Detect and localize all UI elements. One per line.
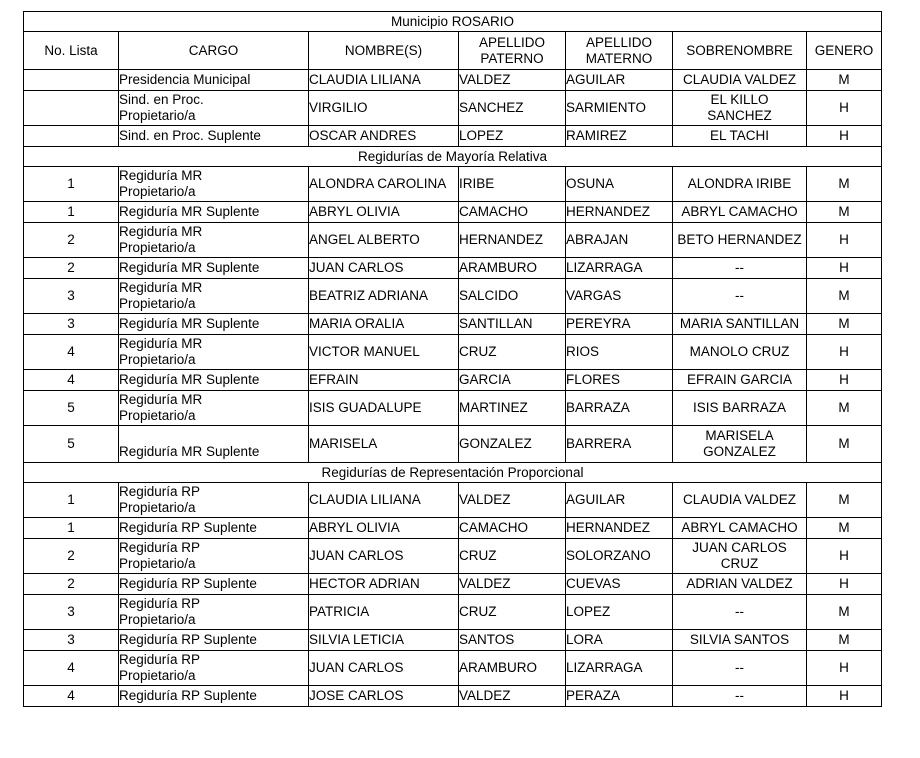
- cell-cargo: Regiduría MR Suplente: [119, 314, 309, 335]
- table-row: [24, 314, 882, 335]
- cell-sobrenombre: ISIS BARRAZA: [673, 391, 807, 426]
- column-header-sobrenombre: SOBRENOMBRE: [673, 32, 807, 70]
- cell-apellido-paterno: CAMACHO: [459, 202, 566, 223]
- cell-genero: H: [807, 258, 882, 279]
- table-row: [24, 258, 882, 279]
- cell-apellido-paterno: VALDEZ: [459, 483, 566, 518]
- cell-nombres: MARIA ORALIA: [309, 314, 459, 335]
- table-row: [24, 391, 882, 426]
- cell-genero: M: [807, 202, 882, 223]
- cell-apellido-materno: LOPEZ: [566, 595, 673, 630]
- cell-nombres: JUAN CARLOS: [309, 258, 459, 279]
- page-title: Municipio ROSARIO: [24, 12, 882, 32]
- cell-genero: M: [807, 391, 882, 426]
- cell-nombres: ABRYL OLIVIA: [309, 202, 459, 223]
- cell-genero: M: [807, 630, 882, 651]
- cell-cargo: Regiduría MR Propietario/a: [119, 391, 309, 426]
- cell-no-lista: [24, 126, 119, 147]
- cell-sobrenombre: BETO HERNANDEZ: [673, 223, 807, 258]
- cell-sobrenombre: EL KILLO SANCHEZ: [673, 91, 807, 126]
- section-heading-row: [24, 463, 882, 483]
- cell-apellido-paterno: VALDEZ: [459, 686, 566, 707]
- cell-cargo: Regiduría MR Suplente: [119, 426, 309, 463]
- cell-apellido-paterno: SANTILLAN: [459, 314, 566, 335]
- cell-apellido-paterno: SALCIDO: [459, 279, 566, 314]
- cell-apellido-materno: HERNANDEZ: [566, 518, 673, 539]
- section-heading-row: [24, 147, 882, 167]
- cell-sobrenombre: SILVIA SANTOS: [673, 630, 807, 651]
- cell-apellido-paterno: ARAMBURO: [459, 651, 566, 686]
- cell-cargo: Regiduría RP Suplente: [119, 686, 309, 707]
- cell-apellido-paterno: CAMACHO: [459, 518, 566, 539]
- cell-cargo: Regiduría MR Propietario/a: [119, 335, 309, 370]
- column-header-apellido-paterno: APELLIDO PATERNO: [459, 32, 566, 70]
- cell-no-lista: 1: [24, 202, 119, 223]
- cell-nombres: OSCAR ANDRES: [309, 126, 459, 147]
- cell-sobrenombre: ADRIAN VALDEZ: [673, 574, 807, 595]
- cell-sobrenombre: --: [673, 651, 807, 686]
- cell-nombres: EFRAIN: [309, 370, 459, 391]
- cell-sobrenombre: --: [673, 258, 807, 279]
- cell-sobrenombre: ALONDRA IRIBE: [673, 167, 807, 202]
- cell-sobrenombre: ABRYL CAMACHO: [673, 202, 807, 223]
- cell-nombres: ABRYL OLIVIA: [309, 518, 459, 539]
- cell-no-lista: 3: [24, 595, 119, 630]
- column-header-genero: GENERO: [807, 32, 882, 70]
- cell-apellido-materno: RAMIREZ: [566, 126, 673, 147]
- cell-no-lista: 5: [24, 391, 119, 426]
- cell-apellido-materno: RIOS: [566, 335, 673, 370]
- cell-nombres: JUAN CARLOS: [309, 539, 459, 574]
- cell-nombres: ISIS GUADALUPE: [309, 391, 459, 426]
- cell-sobrenombre: CLAUDIA VALDEZ: [673, 70, 807, 91]
- cell-no-lista: 2: [24, 539, 119, 574]
- cell-cargo: Sind. en Proc. Suplente: [119, 126, 309, 147]
- cell-cargo: Regiduría RP Propietario/a: [119, 539, 309, 574]
- table-row: [24, 574, 882, 595]
- candidates-table-container: [23, 11, 881, 707]
- table-row: [24, 595, 882, 630]
- cell-genero: H: [807, 574, 882, 595]
- cell-apellido-materno: OSUNA: [566, 167, 673, 202]
- cell-genero: M: [807, 595, 882, 630]
- cell-sobrenombre: CLAUDIA VALDEZ: [673, 483, 807, 518]
- cell-genero: H: [807, 91, 882, 126]
- cell-apellido-materno: PERAZA: [566, 686, 673, 707]
- cell-nombres: BEATRIZ ADRIANA: [309, 279, 459, 314]
- cell-sobrenombre: --: [673, 279, 807, 314]
- cell-genero: M: [807, 483, 882, 518]
- cell-genero: H: [807, 223, 882, 258]
- cell-apellido-materno: LIZARRAGA: [566, 651, 673, 686]
- candidates-table: [23, 11, 882, 707]
- cell-no-lista: 1: [24, 518, 119, 539]
- cell-apellido-materno: AGUILAR: [566, 483, 673, 518]
- cell-nombres: ANGEL ALBERTO: [309, 223, 459, 258]
- cell-apellido-paterno: GARCIA: [459, 370, 566, 391]
- cell-sobrenombre: EFRAIN GARCIA: [673, 370, 807, 391]
- cell-cargo: Regiduría RP Propietario/a: [119, 595, 309, 630]
- cell-sobrenombre: --: [673, 595, 807, 630]
- cell-nombres: SILVIA LETICIA: [309, 630, 459, 651]
- cell-no-lista: 2: [24, 223, 119, 258]
- section-heading: Regidurías de Mayoría Relativa: [24, 147, 882, 167]
- cell-genero: H: [807, 539, 882, 574]
- cell-sobrenombre: ABRYL CAMACHO: [673, 518, 807, 539]
- cell-no-lista: 1: [24, 167, 119, 202]
- cell-no-lista: 5: [24, 426, 119, 463]
- cell-no-lista: [24, 70, 119, 91]
- cell-apellido-paterno: CRUZ: [459, 539, 566, 574]
- cell-genero: H: [807, 335, 882, 370]
- table-row: [24, 426, 882, 463]
- table-row: [24, 335, 882, 370]
- cell-apellido-paterno: MARTINEZ: [459, 391, 566, 426]
- cell-cargo: Regiduría MR Suplente: [119, 258, 309, 279]
- cell-apellido-paterno: GONZALEZ: [459, 426, 566, 463]
- cell-apellido-materno: SARMIENTO: [566, 91, 673, 126]
- cell-apellido-materno: SOLORZANO: [566, 539, 673, 574]
- cell-nombres: HECTOR ADRIAN: [309, 574, 459, 595]
- cell-genero: H: [807, 686, 882, 707]
- cell-apellido-materno: HERNANDEZ: [566, 202, 673, 223]
- cell-cargo: Sind. en Proc. Propietario/a: [119, 91, 309, 126]
- cell-no-lista: 4: [24, 370, 119, 391]
- cell-genero: M: [807, 70, 882, 91]
- cell-genero: H: [807, 370, 882, 391]
- cell-nombres: CLAUDIA LILIANA: [309, 483, 459, 518]
- column-header-nombres: NOMBRE(S): [309, 32, 459, 70]
- cell-nombres: CLAUDIA LILIANA: [309, 70, 459, 91]
- cell-apellido-paterno: SANCHEZ: [459, 91, 566, 126]
- table-row: [24, 167, 882, 202]
- cell-nombres: ALONDRA CAROLINA: [309, 167, 459, 202]
- cell-nombres: PATRICIA: [309, 595, 459, 630]
- cell-no-lista: 3: [24, 314, 119, 335]
- cell-cargo: Regiduría MR Suplente: [119, 202, 309, 223]
- cell-cargo: Regiduría RP Suplente: [119, 518, 309, 539]
- cell-apellido-paterno: CRUZ: [459, 595, 566, 630]
- cell-genero: M: [807, 279, 882, 314]
- cell-cargo: Regiduría MR Propietario/a: [119, 167, 309, 202]
- cell-nombres: VICTOR MANUEL: [309, 335, 459, 370]
- cell-no-lista: 4: [24, 651, 119, 686]
- cell-nombres: MARISELA: [309, 426, 459, 463]
- cell-apellido-materno: FLORES: [566, 370, 673, 391]
- table-header-row: [24, 32, 882, 70]
- cell-genero: H: [807, 126, 882, 147]
- cell-nombres: JUAN CARLOS: [309, 651, 459, 686]
- cell-apellido-materno: PEREYRA: [566, 314, 673, 335]
- cell-no-lista: 1: [24, 483, 119, 518]
- cell-no-lista: [24, 91, 119, 126]
- cell-cargo: Regiduría RP Propietario/a: [119, 483, 309, 518]
- cell-genero: M: [807, 167, 882, 202]
- cell-apellido-paterno: CRUZ: [459, 335, 566, 370]
- table-row: [24, 126, 882, 147]
- section-heading: Regidurías de Representación Proporcional: [24, 463, 882, 483]
- cell-sobrenombre: EL TACHI: [673, 126, 807, 147]
- cell-cargo: Regiduría MR Propietario/a: [119, 223, 309, 258]
- cell-cargo: Regiduría MR Propietario/a: [119, 279, 309, 314]
- cell-apellido-paterno: VALDEZ: [459, 70, 566, 91]
- table-row: [24, 651, 882, 686]
- cell-sobrenombre: MARISELA GONZALEZ: [673, 426, 807, 463]
- cell-genero: M: [807, 518, 882, 539]
- cell-sobrenombre: JUAN CARLOS CRUZ: [673, 539, 807, 574]
- table-row: [24, 483, 882, 518]
- cell-no-lista: 3: [24, 279, 119, 314]
- column-header-apellido-materno: APELLIDO MATERNO: [566, 32, 673, 70]
- table-row: [24, 518, 882, 539]
- column-header-cargo: CARGO: [119, 32, 309, 70]
- cell-apellido-paterno: VALDEZ: [459, 574, 566, 595]
- cell-no-lista: 4: [24, 335, 119, 370]
- cell-apellido-materno: BARRAZA: [566, 391, 673, 426]
- cell-apellido-materno: LIZARRAGA: [566, 258, 673, 279]
- table-row: [24, 630, 882, 651]
- table-title-row: [24, 12, 882, 32]
- cell-apellido-materno: AGUILAR: [566, 70, 673, 91]
- cell-apellido-materno: ABRAJAN: [566, 223, 673, 258]
- cell-apellido-materno: VARGAS: [566, 279, 673, 314]
- cell-apellido-paterno: ARAMBURO: [459, 258, 566, 279]
- cell-cargo: Regiduría MR Suplente: [119, 370, 309, 391]
- cell-no-lista: 3: [24, 630, 119, 651]
- cell-apellido-paterno: LOPEZ: [459, 126, 566, 147]
- candidates-table-body: [24, 12, 882, 707]
- cell-no-lista: 2: [24, 574, 119, 595]
- cell-apellido-paterno: HERNANDEZ: [459, 223, 566, 258]
- column-header-lista: No. Lista: [24, 32, 119, 70]
- cell-apellido-materno: LORA: [566, 630, 673, 651]
- cell-sobrenombre: MANOLO CRUZ: [673, 335, 807, 370]
- cell-no-lista: 2: [24, 258, 119, 279]
- table-row: [24, 370, 882, 391]
- table-row: [24, 202, 882, 223]
- cell-genero: M: [807, 426, 882, 463]
- cell-cargo: Regiduría RP Propietario/a: [119, 651, 309, 686]
- cell-cargo: Regiduría RP Suplente: [119, 574, 309, 595]
- cell-sobrenombre: --: [673, 686, 807, 707]
- cell-cargo: Regiduría RP Suplente: [119, 630, 309, 651]
- table-row: [24, 91, 882, 126]
- cell-sobrenombre: MARIA SANTILLAN: [673, 314, 807, 335]
- cell-genero: H: [807, 651, 882, 686]
- cell-apellido-materno: BARRERA: [566, 426, 673, 463]
- table-row: [24, 279, 882, 314]
- table-row: [24, 70, 882, 91]
- cell-apellido-paterno: IRIBE: [459, 167, 566, 202]
- cell-genero: M: [807, 314, 882, 335]
- cell-nombres: VIRGILIO: [309, 91, 459, 126]
- cell-apellido-paterno: SANTOS: [459, 630, 566, 651]
- cell-nombres: JOSE CARLOS: [309, 686, 459, 707]
- table-row: [24, 686, 882, 707]
- table-row: [24, 223, 882, 258]
- table-row: [24, 539, 882, 574]
- cell-cargo: Presidencia Municipal: [119, 70, 309, 91]
- cell-no-lista: 4: [24, 686, 119, 707]
- cell-apellido-materno: CUEVAS: [566, 574, 673, 595]
